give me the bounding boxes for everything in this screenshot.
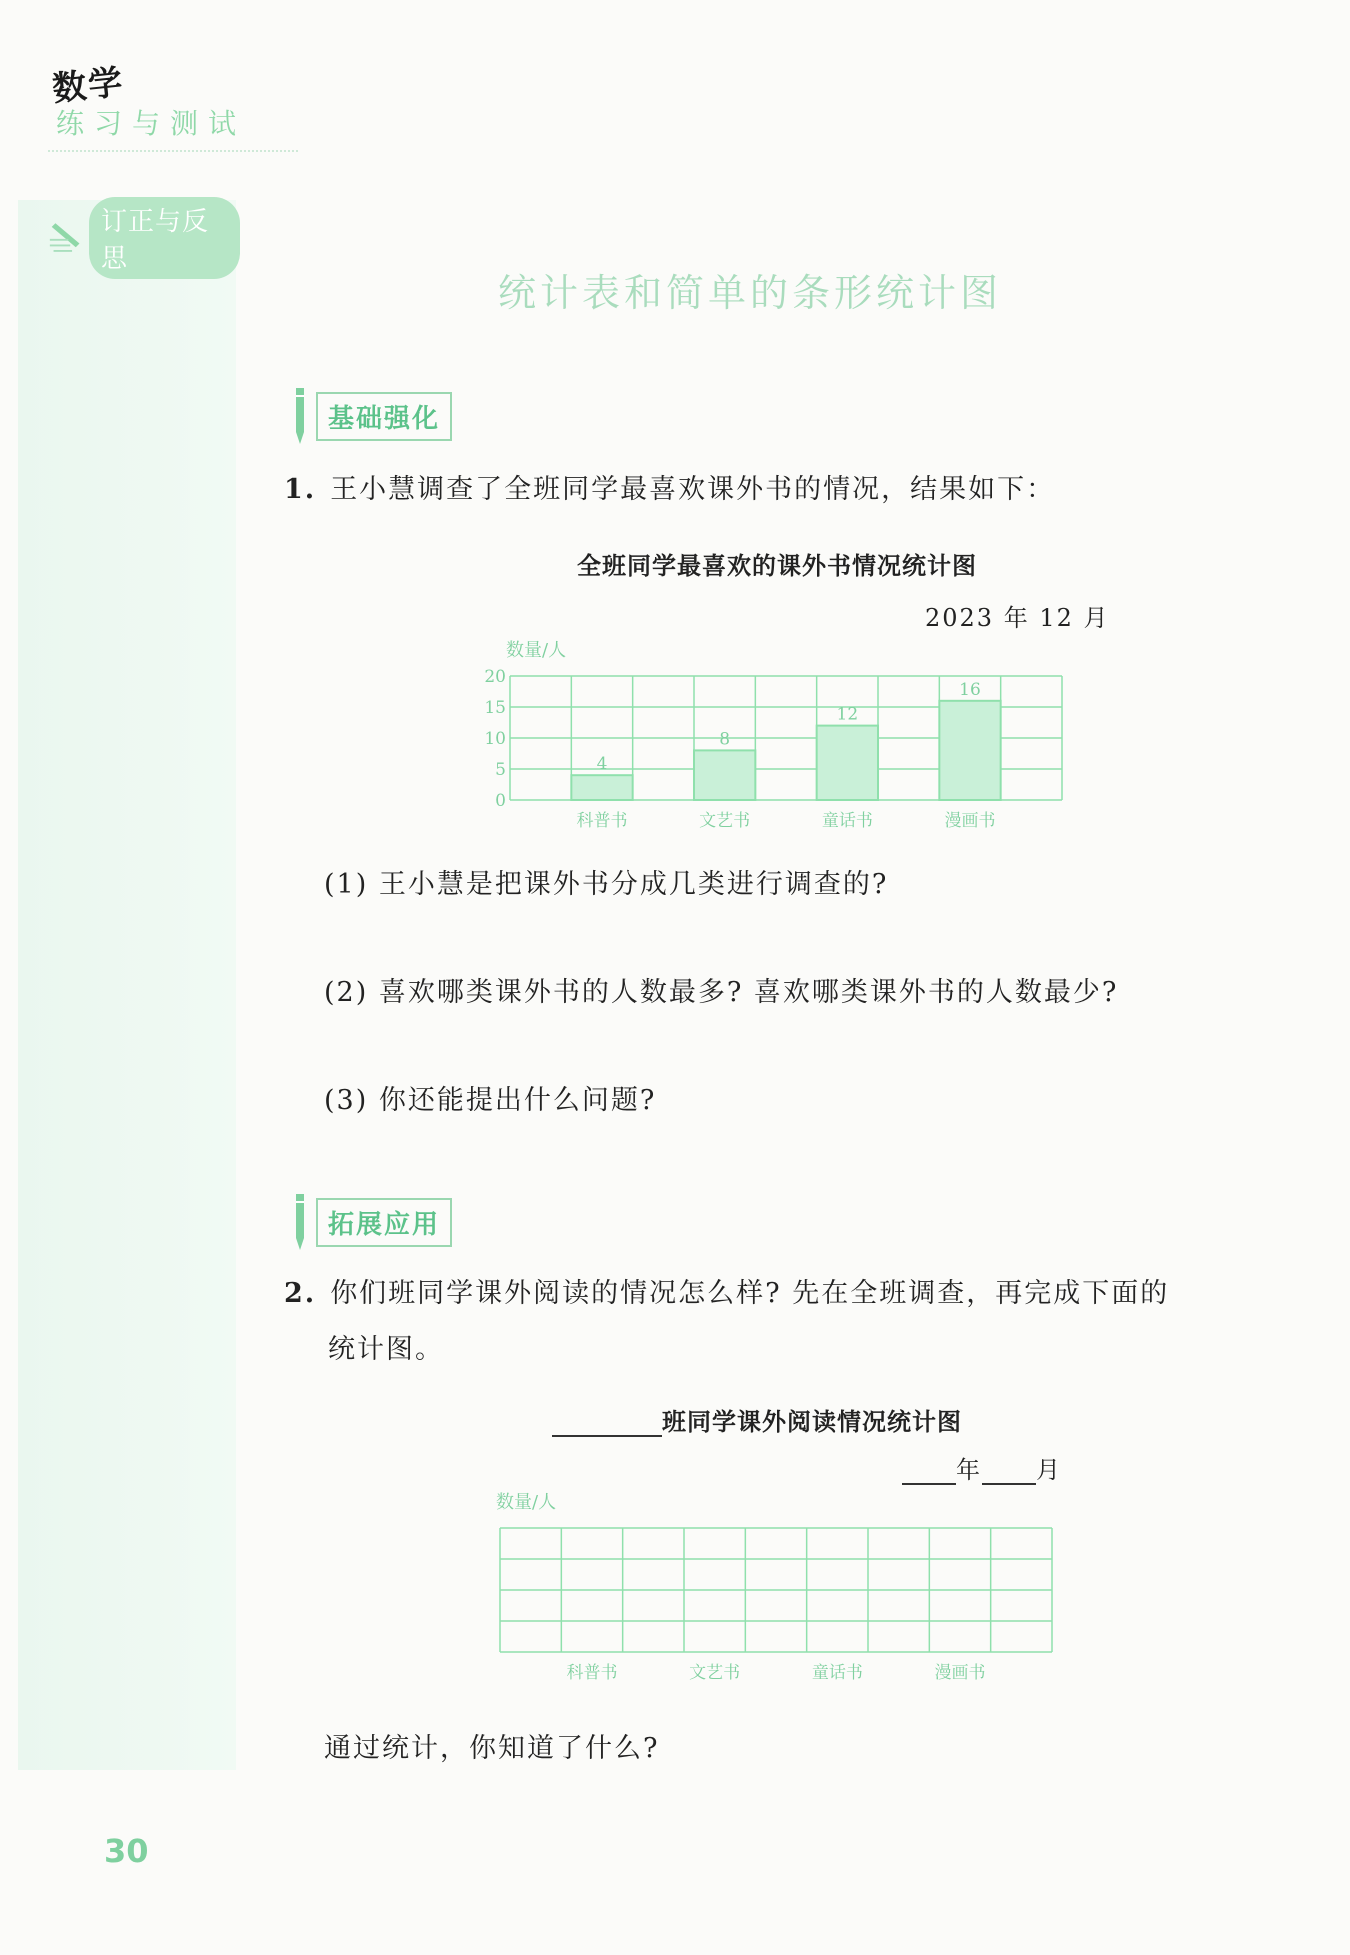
brand-divider: [48, 150, 298, 152]
y-axis-label: 数量/人: [496, 1492, 557, 1513]
chart-1-title: 全班同学最喜欢的课外书情况统计图: [577, 552, 977, 580]
followup-question: 通过统计，你知道了什么?: [324, 1733, 660, 1764]
chart-2-title: [552, 1402, 962, 1437]
brand-title: 数学: [50, 62, 127, 110]
sidebar-margin: [18, 200, 236, 1770]
page-number: 30: [104, 1832, 149, 1870]
y-tick-label: 20: [484, 667, 506, 687]
date-month-label: 月: [1036, 1456, 1062, 1484]
question-text-line2: 统计图。: [328, 1334, 444, 1365]
data-label: 12: [836, 704, 859, 725]
brand-subtitle: 练习与测试: [56, 107, 247, 140]
section-extension: [284, 1190, 452, 1254]
y-axis-label: 数量/人: [506, 640, 567, 661]
page-title: 统计表和简单的条形统计图: [497, 271, 1002, 315]
category-label: 文艺书: [699, 811, 751, 831]
sub-question-1: (1) 王小慧是把课外书分成几类进行调查的?: [324, 869, 889, 900]
pencil-icon: [48, 218, 85, 258]
class-name-blank[interactable]: [552, 1407, 662, 1437]
question-number: 1.: [284, 474, 317, 505]
data-label: 16: [959, 679, 981, 700]
correction-tab: [48, 207, 240, 274]
category-label: 童话书: [821, 811, 873, 831]
y-tick-label: 0: [495, 791, 506, 811]
chart-2-date: [902, 1450, 1062, 1485]
correction-label: 订正与反思: [89, 197, 240, 279]
bar: [817, 726, 878, 800]
section-label: 基础强化: [316, 392, 452, 441]
question-number: 2.: [284, 1278, 317, 1309]
section-label: 拓展应用: [316, 1198, 452, 1247]
category-label: 漫画书: [944, 811, 996, 831]
category-label: 科普书: [576, 811, 628, 831]
chart-1-date: 2023 年 12 月: [925, 604, 1110, 632]
category-label: 文艺书: [689, 1663, 741, 1683]
question-text-line1: 你们班同学课外阅读的情况怎么样? 先在全班调查，再完成下面的: [330, 1278, 1170, 1309]
category-label: 科普书: [566, 1663, 618, 1683]
y-tick-label: 5: [495, 760, 506, 780]
data-label: 4: [596, 754, 608, 775]
sub-question-3: (3) 你还能提出什么问题?: [324, 1085, 657, 1116]
question-2: [284, 1266, 1284, 1378]
bar: [694, 750, 755, 800]
year-blank[interactable]: [902, 1455, 956, 1485]
pencil-icon: [284, 1190, 312, 1254]
date-year-label: 年: [956, 1456, 982, 1484]
pencil-icon: [284, 384, 312, 448]
bar: [571, 775, 632, 800]
chart-2-title-text: 班同学课外阅读情况统计图: [662, 1408, 962, 1436]
month-blank[interactable]: [982, 1455, 1036, 1485]
question-1: [284, 462, 1284, 518]
category-label: 童话书: [811, 1663, 863, 1683]
y-tick-label: 15: [484, 698, 506, 718]
bar: [939, 701, 1000, 800]
data-label: 8: [719, 729, 731, 750]
chart-2: [480, 1490, 1100, 1690]
y-tick-label: 10: [484, 729, 506, 749]
category-label: 漫画书: [934, 1663, 986, 1683]
question-text: 王小慧调查了全班同学最喜欢课外书的情况，结果如下：: [330, 474, 1056, 505]
section-basic: [284, 384, 452, 448]
sub-question-2: (2) 喜欢哪类课外书的人数最多? 喜欢哪类课外书的人数最少?: [324, 977, 1119, 1008]
chart-1: [480, 640, 1100, 840]
